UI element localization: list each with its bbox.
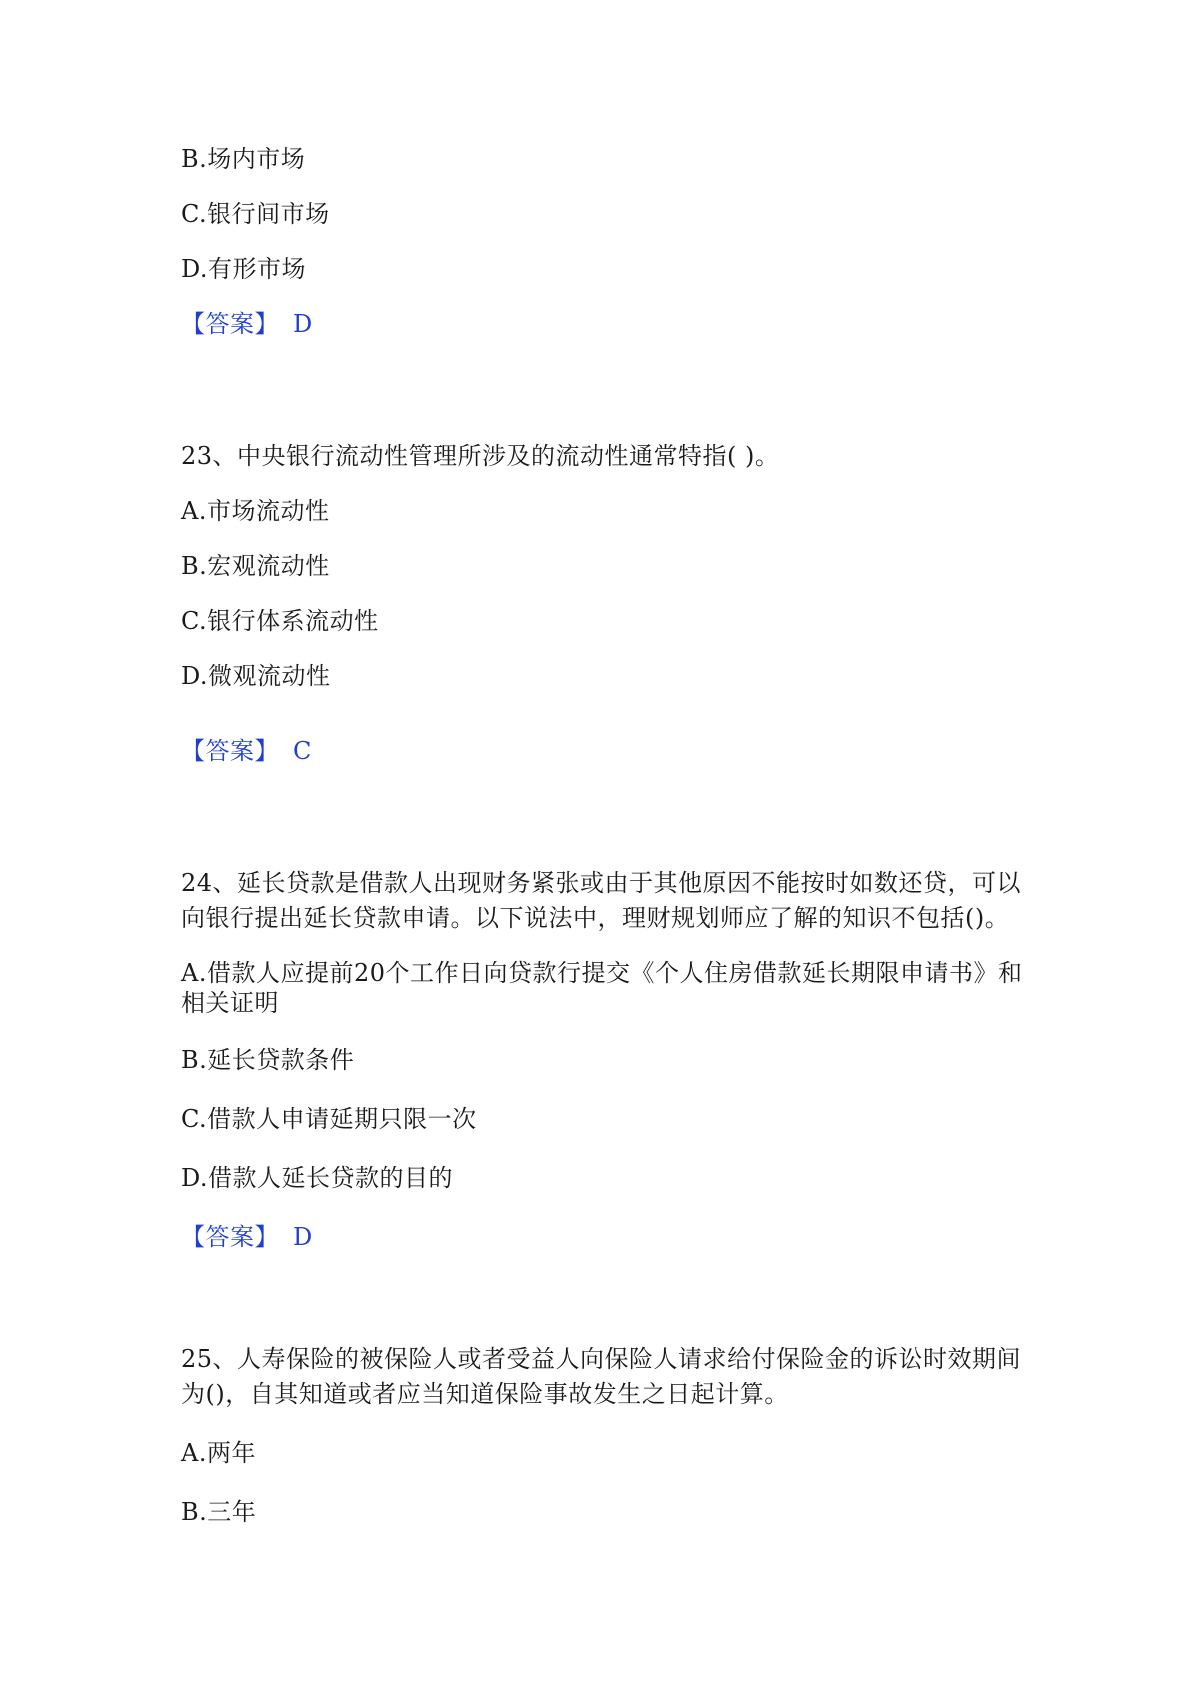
answer-line: [181, 1222, 313, 1252]
option-a: A.借款人应提前20个工作日向贷款行提交《个人住房借款延长期限申请书》和: [181, 959, 1023, 987]
option-d: D.有形市场: [181, 255, 307, 283]
option-b: B.宏观流动性: [181, 552, 330, 580]
option-c: C.借款人申请延期只限一次: [181, 1105, 477, 1133]
answer-line: [181, 736, 312, 766]
answer-value: D: [293, 310, 313, 338]
answer-line: [181, 309, 313, 339]
answer-label: 【答案】: [181, 1223, 279, 1251]
question-stem: 23、中央银行流动性管理所涉及的流动性通常特指( )。: [181, 442, 780, 470]
answer-label: 【答案】: [181, 310, 279, 338]
question-stem-cont: 为()，自其知道或者应当知道保险事故发生之日起计算。: [181, 1380, 789, 1408]
option-c: C.银行间市场: [181, 200, 330, 228]
option-a-cont: 相关证明: [181, 989, 279, 1017]
option-b: B.场内市场: [181, 145, 306, 173]
question-stem-cont: 向银行提出延长贷款申请。以下说法中，理财规划师应了解的知识不包括()。: [181, 904, 1010, 932]
answer-value: D: [293, 1223, 313, 1251]
option-c: C.银行体系流动性: [181, 607, 379, 635]
answer-value: C: [293, 737, 312, 765]
option-a: A.两年: [181, 1439, 256, 1467]
option-b: B.三年: [181, 1498, 257, 1526]
question-stem: 24、延长贷款是借款人出现财务紧张或由于其他原因不能按时如数还贷，可以: [181, 869, 1022, 897]
option-a: A.市场流动性: [181, 497, 330, 525]
question-stem: 25、人寿保险的被保险人或者受益人向保险人请求给付保险金的诉讼时效期间: [181, 1345, 1022, 1373]
answer-label: 【答案】: [181, 737, 279, 765]
option-d: D.借款人延长贷款的目的: [181, 1164, 454, 1192]
option-d: D.微观流动性: [181, 662, 331, 690]
option-b: B.延长贷款条件: [181, 1046, 355, 1074]
